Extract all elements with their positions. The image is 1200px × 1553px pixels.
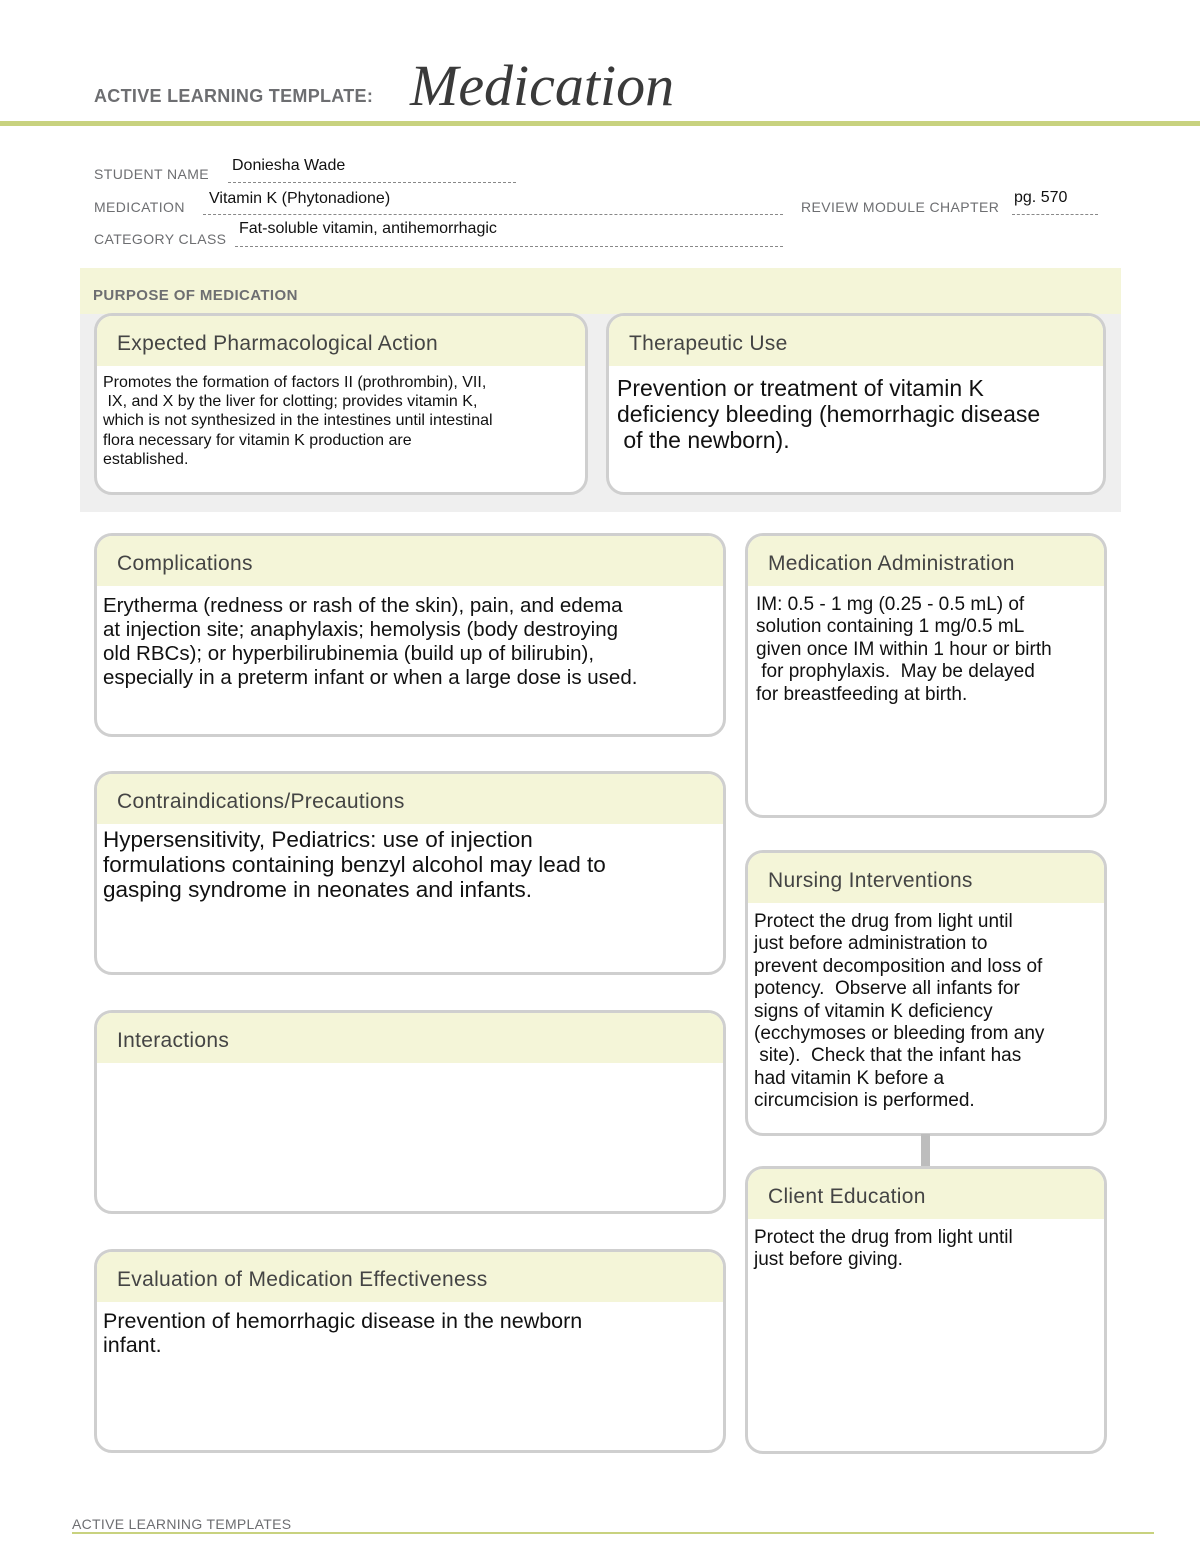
text-line: for prophylaxis. May be delayed bbox=[756, 661, 1035, 683]
client-education-box bbox=[745, 1166, 1107, 1454]
administration-text[interactable] bbox=[748, 586, 1104, 706]
review-module-value: pg. 570 bbox=[1014, 189, 1068, 206]
interactions-text[interactable] bbox=[97, 1063, 723, 1209]
footer-label: ACTIVE LEARNING TEMPLATES bbox=[72, 1516, 292, 1532]
client-education-text[interactable] bbox=[748, 1219, 1104, 1272]
text-line: just before administration to bbox=[754, 933, 988, 955]
complications-title: Complications bbox=[97, 536, 723, 586]
evaluation-box bbox=[94, 1249, 726, 1453]
evaluation-text[interactable] bbox=[97, 1302, 723, 1357]
interactions-box bbox=[94, 1010, 726, 1214]
text-line: Prevention or treatment of vitamin K bbox=[617, 375, 984, 401]
text-line: established. bbox=[103, 450, 189, 468]
text-line: just before giving. bbox=[754, 1249, 903, 1271]
text-line: had vitamin K before a bbox=[754, 1067, 945, 1089]
review-module-field[interactable] bbox=[1012, 189, 1098, 215]
text-line: potency. Observe all infants for bbox=[754, 978, 1020, 1000]
text-line: Protect the drug from light until bbox=[754, 1227, 1013, 1248]
box-connector bbox=[921, 1134, 930, 1166]
complications-text[interactable] bbox=[97, 586, 723, 690]
header-rule bbox=[0, 121, 1200, 126]
evaluation-title: Evaluation of Medication Effectiveness bbox=[97, 1252, 723, 1302]
page-title: Medication bbox=[410, 53, 675, 118]
text-line: signs of vitamin K deficiency bbox=[754, 1000, 993, 1022]
medication-value: Vitamin K (Phytonadione) bbox=[209, 190, 391, 207]
therapeutic-use-box bbox=[606, 313, 1106, 495]
text-line: IX, and X by the liver for clotting; provides vitamin K, bbox=[103, 393, 478, 411]
contraindications-title: Contraindications/Precautions bbox=[97, 774, 723, 824]
text-line: of the newborn). bbox=[617, 426, 790, 453]
therapeutic-use-text[interactable] bbox=[609, 366, 1103, 453]
nursing-interventions-text[interactable] bbox=[748, 903, 1104, 1113]
category-class-field[interactable] bbox=[235, 220, 783, 247]
text-line: prevent decomposition and loss of bbox=[754, 955, 1043, 977]
contraindications-box bbox=[94, 771, 726, 975]
nursing-interventions-title: Nursing Interventions bbox=[748, 853, 1104, 903]
student-name-label: STUDENT NAME bbox=[94, 166, 209, 182]
text-line: formulations containing benzyl alcohol may lead to bbox=[103, 851, 606, 877]
text-line: at injection site; anaphylaxis; hemolysis (body destroying bbox=[103, 617, 619, 641]
interactions-title: Interactions bbox=[97, 1013, 723, 1063]
text-line: deficiency bleeding (hemorrhagic disease bbox=[617, 400, 1041, 427]
text-line: IM: 0.5 - 1 mg (0.25 - 0.5 mL) of bbox=[756, 594, 1025, 615]
text-line: solution containing 1 mg/0.5 mL bbox=[756, 616, 1025, 638]
text-line: especially in a preterm infant or when a large dose is used. bbox=[103, 665, 638, 689]
expected-action-box bbox=[94, 313, 588, 495]
text-line: Protect the drug from light until bbox=[754, 911, 1013, 932]
purpose-label: PURPOSE OF MEDICATION bbox=[93, 287, 298, 304]
text-line: (ecchymoses or bleeding from any bbox=[754, 1023, 1045, 1045]
medication-field[interactable] bbox=[203, 190, 783, 215]
review-module-label: REVIEW MODULE CHAPTER bbox=[801, 199, 1000, 215]
expected-action-text[interactable] bbox=[97, 366, 585, 469]
complications-box bbox=[94, 533, 726, 737]
category-class-value: Fat-soluble vitamin, antihemorrhagic bbox=[239, 220, 497, 237]
text-line: site). Check that the infant has bbox=[754, 1045, 1022, 1067]
text-line: gasping syndrome in neonates and infants. bbox=[103, 876, 533, 902]
text-line: flora necessary for vitamin K production are bbox=[103, 431, 412, 449]
student-name-field[interactable] bbox=[228, 157, 516, 183]
text-line: for breastfeeding at birth. bbox=[756, 683, 968, 705]
administration-box bbox=[745, 533, 1107, 818]
medication-label: MEDICATION bbox=[94, 199, 185, 215]
client-education-title: Client Education bbox=[748, 1169, 1104, 1219]
text-line: Hypersensitivity, Pediatrics: use of injection bbox=[103, 827, 533, 852]
student-name-value: Doniesha Wade bbox=[232, 157, 346, 174]
nursing-interventions-box bbox=[745, 850, 1107, 1136]
therapeutic-use-title: Therapeutic Use bbox=[609, 316, 1103, 366]
text-line: Prevention of hemorrhagic disease in the newborn bbox=[103, 1309, 583, 1333]
administration-title: Medication Administration bbox=[748, 536, 1104, 586]
text-line: given once IM within 1 hour or birth bbox=[756, 638, 1052, 660]
text-line: infant. bbox=[103, 1332, 162, 1357]
text-line: Promotes the formation of factors II (prothrombin), VII, bbox=[103, 374, 487, 391]
contraindications-text[interactable] bbox=[97, 824, 723, 902]
expected-action-title: Expected Pharmacological Action bbox=[97, 316, 585, 366]
category-class-label: CATEGORY CLASS bbox=[94, 231, 227, 247]
footer-rule bbox=[72, 1532, 1154, 1534]
text-line: Erytherma (redness or rash of the skin), pain, and edema bbox=[103, 594, 623, 617]
text-line: old RBCs); or hyperbilirubinemia (build up of bilirubin), bbox=[103, 641, 595, 665]
text-line: which is not synthesized in the intestines until intestinal bbox=[103, 412, 493, 430]
text-line: circumcision is performed. bbox=[754, 1090, 975, 1112]
template-label: ACTIVE LEARNING TEMPLATE: bbox=[94, 86, 374, 106]
